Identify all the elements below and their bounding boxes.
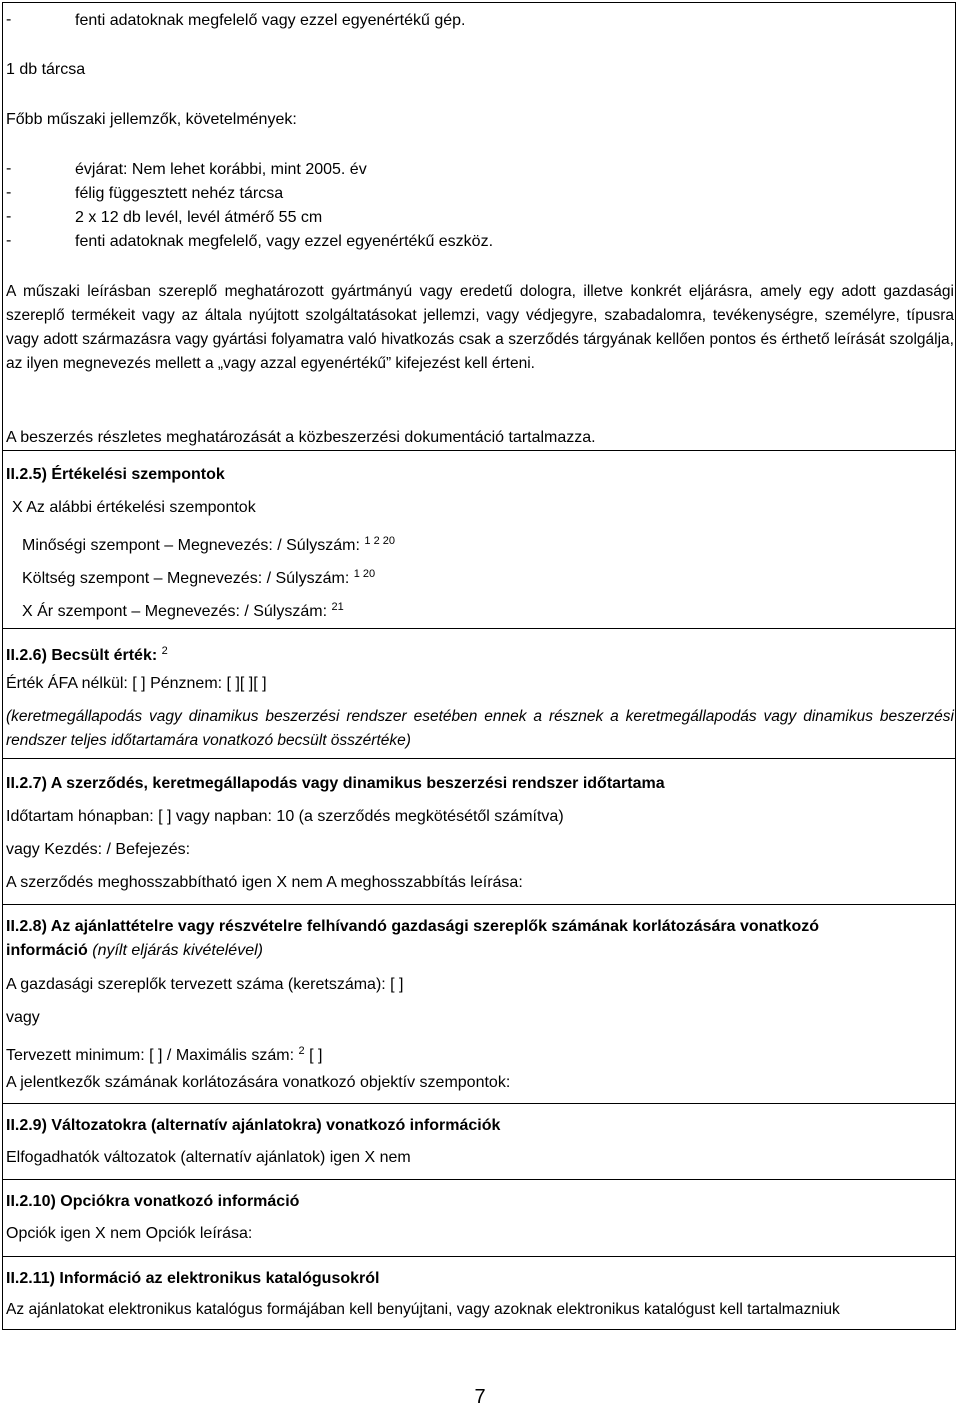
max-value: [ ] bbox=[309, 1047, 323, 1064]
extension-line bbox=[6, 873, 523, 894]
catalogue-line bbox=[6, 1300, 840, 1321]
section-options bbox=[3, 1179, 955, 1257]
duration-line: Időtartam hónapban: [ ] vagy napban: 10 (a szerződés megkötésétől számítva) bbox=[6, 808, 564, 825]
bullet-dash: - bbox=[6, 232, 12, 249]
section-duration bbox=[3, 758, 955, 905]
price-criterion-label: X Ár szempont – Megnevezés: / Súlyszám: bbox=[22, 603, 328, 620]
bullet-dash: - bbox=[6, 184, 12, 201]
min-max-label: Tervezett minimum: [ ] / Maximális szám: bbox=[6, 1047, 295, 1064]
bullet-dash: - bbox=[6, 160, 12, 177]
section-variants bbox=[3, 1103, 955, 1180]
section-title: II.2.10) Opciókra vonatkozó információ bbox=[6, 1193, 300, 1210]
cost-criterion bbox=[22, 564, 375, 590]
description-cell bbox=[3, 3, 955, 450]
section-limits bbox=[3, 904, 955, 1104]
section-catalogues bbox=[3, 1256, 955, 1331]
footnote-ref: 21 bbox=[331, 601, 344, 613]
cost-criterion-label: Költség szempont – Megnevezés: / Súlyszám: bbox=[22, 570, 350, 587]
section-title-cont bbox=[6, 941, 263, 961]
section-title: II.2.9) Változatokra (alternatív ajánlatokra) vonatkozó információk bbox=[6, 1117, 501, 1134]
min-max-line bbox=[6, 1041, 322, 1066]
variants-options: igen X nem bbox=[329, 1149, 411, 1166]
section-title: II.2.8) Az ajánlattételre vagy részvételre felhívandó gazdasági szereplők számának korlátozására vonatkozó bbox=[6, 918, 820, 935]
count-line: 1 db tárcsa bbox=[6, 61, 86, 78]
section-title: II.2.11) Információ az elektronikus katalógusokról bbox=[6, 1270, 380, 1287]
requirement-item: 2 x 12 db levél, levél átmérő 55 cm bbox=[75, 209, 323, 226]
page-number: 7 bbox=[474, 1386, 486, 1408]
catalogue-text: Az ajánlatokat elektronikus katalógus formájában kell benyújtani, vagy azoknak elektronikus katalógust kell tartalmazniuk bbox=[6, 1301, 840, 1318]
requirement-item: fenti adatoknak megfelelő, vagy ezzel egyenértékű eszköz. bbox=[75, 233, 494, 250]
start-end-line: vagy Kezdés: / Befejezés: bbox=[6, 841, 191, 858]
bullet-dash: - bbox=[6, 208, 12, 225]
bullet-dash: - bbox=[6, 11, 12, 28]
footnote-ref: 1 2 20 bbox=[364, 535, 395, 547]
section-estimated-value bbox=[3, 628, 955, 759]
section-title-italic: (nyílt eljárás kivételével) bbox=[92, 942, 263, 959]
quality-criterion-label: Minőségi szempont – Megnevezés: / Súlyszám: bbox=[22, 537, 360, 554]
extension-options: igen X nem A meghosszabbítás leírása: bbox=[241, 874, 523, 891]
variants-label: Elfogadhatók változatok (alternatív ajánlatok) bbox=[6, 1149, 326, 1166]
options-line bbox=[6, 1224, 252, 1245]
variants-line bbox=[6, 1148, 411, 1169]
criteria-line: A jelentkezők számának korlátozására vonatkozó objektív szempontok: bbox=[6, 1074, 511, 1091]
section-title: II.2.5) Értékelési szempontok bbox=[6, 466, 225, 483]
section-title bbox=[6, 641, 168, 666]
value-line: Érték ÁFA nélkül: [ ] Pénznem: [ ][ ][ ] bbox=[6, 675, 267, 692]
item-text: fenti adatoknak megfelelő vagy ezzel egyenértékű gép. bbox=[75, 12, 466, 29]
extension-label: A szerződés meghosszabbítható bbox=[6, 874, 238, 891]
footnote-ref: 1 20 bbox=[353, 568, 376, 580]
criteria-line: X Az alábbi értékelési szempontok bbox=[12, 499, 256, 516]
quality-criterion bbox=[22, 531, 395, 557]
section-evaluation bbox=[3, 450, 955, 629]
footnote-ref: 2 bbox=[161, 645, 168, 657]
document-table bbox=[2, 2, 956, 1330]
options-values: igen X nem Opciók leírása: bbox=[60, 1225, 253, 1242]
section-title-text: II.2.6) Becsült érték: bbox=[6, 647, 158, 664]
requirement-item: évjárat: Nem lehet korábbi, mint 2005. év bbox=[75, 161, 367, 178]
equivalence-paragraph: A műszaki leírásban szereplő meghatározott gyártmányú vagy eredetű dologra, illetve konkrét eljárásra, amely egy adott gazdasági szereplő termékeit vagy az általa nyújtott szolgáltatásokat jellemzi, vagy védjegyre, szabadalomra, tevékenységre, személyre, típusra vagy adott származásra vagy gyártási folyamatra való hivatkozás csak a szerződés tárgyának kellően pontos és érthető leírását szolgálja, az ilyen megnevezés mellett a „vagy azzal egyenértékű” kifejezést kell érteni. bbox=[6, 283, 954, 372]
footnote-ref: 2 bbox=[298, 1045, 305, 1057]
options-label: Opciók bbox=[6, 1225, 56, 1242]
section-title: II.2.7) A szerződés, keretmegállapodás vagy dinamikus beszerzési rendszer időtartama bbox=[6, 775, 665, 792]
section-title-bold: információ bbox=[6, 942, 88, 959]
price-criterion bbox=[22, 597, 344, 622]
procurement-docs-line: A beszerzés részletes meghatározását a közbeszerzési dokumentáció tartalmazza. bbox=[6, 429, 596, 446]
requirements-heading: Főbb műszaki jellemzők, követelmények: bbox=[6, 111, 297, 128]
value-note: (keretmegállapodás vagy dinamikus beszerzési rendszer esetében ennek a résznek a keretmegállapodás vagy dinamikus beszerzési rendszer teljes időtartamára vonatkozó becsült összértéke) bbox=[6, 708, 954, 749]
planned-number-line: A gazdasági szereplők tervezett száma (keretszáma): [ ] bbox=[6, 976, 404, 993]
requirement-item: félig függesztett nehéz tárcsa bbox=[75, 185, 284, 202]
or-line: vagy bbox=[6, 1009, 40, 1026]
